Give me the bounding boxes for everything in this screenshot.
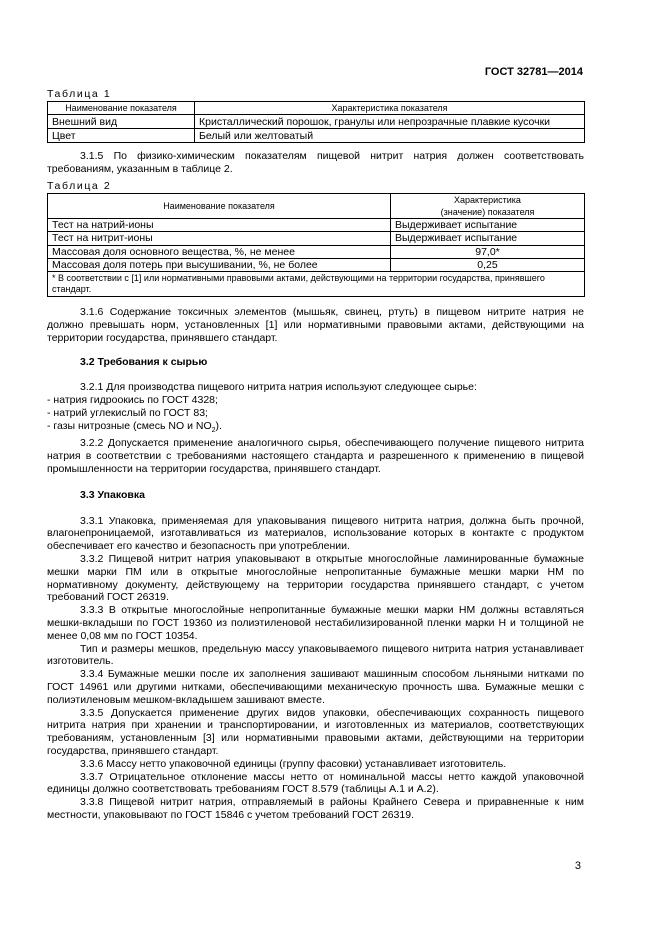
table-header-row [48,102,585,115]
table-cell: Выдерживает испытание [391,219,585,232]
column-header-line: (значение) показателя [440,207,535,217]
table-cell: 97,0* [391,245,585,258]
column-header: Наименование показателя [48,102,195,115]
table-row [48,115,585,129]
column-header: Характеристика показателя [195,102,585,115]
table-footnote: * В соответствии с [1] или нормативными правовыми актами, действующими на территории государства, принявшего стандарт. [48,272,585,297]
page-number: 3 [574,860,581,872]
table-2-caption: Таблица 2 [47,179,112,192]
table-cell: 0,25 [391,258,585,271]
table-cell: Массовая доля потерь при высушивании, %, не более [48,258,391,271]
paragraph: 3.2.2 Допускается применение аналогичного сырья, обеспечивающего получение пищевого нитрита натрия в соответствии с требованиями настоящего стандарта и разрешенного к применению в пищевой промышленности на территории государства, принявшего стандарт. [47,437,584,476]
paragraph: 3.1.6 Содержание токсичных элементов (мышьяк, свинец, ртуть) в пищевом нитрите натрия не должно превышать норм, установленных [1] или нормативными правовыми актами, действующими на территории государства, принявшего стандарт. [47,306,584,344]
paragraph: 3.3.8 Пищевой нитрит натрия, отправляемый в районы Крайнего Севера и приравненные к ним местности, упаковывают по ГОСТ 15846 с учетом требований ГОСТ 26319. [47,796,584,821]
table-header-row [48,193,585,218]
table-cell: Тест на нитрит-ионы [48,232,391,245]
table-cell: Кристаллический порошок, гранулы или непрозрачные плавкие кусочки [195,115,585,129]
paragraph: 3.2.1 Для производства пищевого нитрита натрия используют следующее сырье: [80,381,477,394]
list-item: - натрий углекислый по ГОСТ 83; [47,406,208,419]
table-cell: Цвет [48,129,195,143]
table-row [48,258,585,271]
column-header: Наименование показателя [48,193,391,218]
paragraph: 3.3.1 Упаковка, применяемая для упаковывания пищевого нитрита натрия, должна быть прочной, влагонепроницаемой, изготавливаться из материалов, использование которых в контакте с продуктом обеспечивает его качество и безопасность при употреблении. [47,514,584,553]
table-cell: Выдерживает испытание [391,232,585,245]
table-row [48,219,585,232]
section-heading: 3.2 Требования к сырью [80,356,208,369]
table-1-caption: Таблица 1 [47,88,112,100]
column-header-line: Характеристика [454,194,521,205]
paragraph: 3.1.5 По физико-химическим показателям пищевой нитрит натрия должен соответствовать требованиям, указанным в таблице 2. [47,150,584,175]
paragraph: 3.3.7 Отрицательное отклонение массы нетто от номинальной массы нетто каждой упаковочной единицы должно соответствовать требованиям ГОСТ 8.579 (таблицы А.1 и А.2). [47,770,584,796]
paragraph: 3.3.2 Пищевой нитрит натрия упаковывают в открытые многослойные ламинированные бумажные мешки марки ПМ или в открытые многослойные непропитанные бумажные мешки марки НМ по нормативному документу, действующему на территории государства принявшего стандарт, с учетом требований ГОСТ 26319. [47,553,584,604]
table-1 [47,101,585,143]
paragraph: 3.3.4 Бумажные мешки после их заполнения зашивают машинным способом льняными нитками по ГОСТ 14961 или другими нитками, обеспечивающими механическую прочность шва. Бумажные мешки с полиэтиленовым мешком-вкладышем зашивают вместе. [47,668,584,706]
table-cell: Тест на натрий-ионы [48,219,391,232]
standard-number-header: ГОСТ 32781—2014 [484,66,583,78]
paragraph: 3.3.5 Допускается применение других видов упаковки, обеспечивающих сохранность пищевого нитрита натрия при хранении и транспортировании, и изготовленных из материалов, соответствующих требованиям, установленным [3] или нормативными правовыми актами, действующими на территории государства, принявшего стандарт. [47,706,584,758]
paragraph: 3.3.6 Массу нетто упаковочной единицы (группу фасовки) устанавливает изготовитель. [80,757,507,770]
table-cell: Белый или желтоватый [195,129,585,143]
table-cell: Внешний вид [48,115,195,129]
table-row [48,129,585,143]
paragraph: 3.3.3 В открытые многослойные непропитанные бумажные мешки марки НМ должны вставляться мешки-вкладыши по ГОСТ 19360 из полиэтиленовой нестабилизированной пленки марки Н и толщиной не менее 0,08 мм по ГОСТ 10354. [47,604,584,642]
table-footnote-row [48,272,585,297]
table-row [48,245,585,258]
section-heading: 3.3 Упаковка [80,488,145,501]
column-header [391,193,585,218]
list-item: - газы нитрозные (смесь NO и $NO_2$). [47,419,222,434]
list-item: - натрия гидроокись по ГОСТ 4328; [47,394,218,406]
table-row [48,232,585,245]
table-cell: Массовая доля основного вещества, %, не менее [48,245,391,258]
table-2 [47,193,585,297]
page-content [47,88,584,822]
paragraph: Тип и размеры мешков, предельную массу упаковываемого пищевого нитрита натрия устанавливает изготовитель. [47,642,584,668]
